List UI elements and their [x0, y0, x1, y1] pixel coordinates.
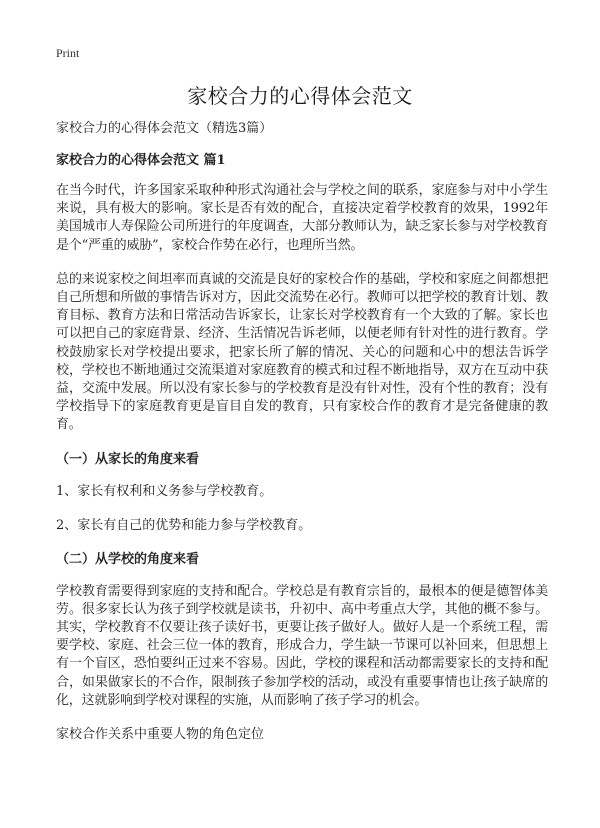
closing-line: 家校合作关系中重要人物的角色定位	[56, 727, 265, 743]
article-heading: 家校合力的心得体会范文 篇1	[56, 153, 226, 168]
paragraph-intro: 在当今时代，许多国家采取种种形式沟通社会与学校之间的联系，家庭参与对中小学生来说，具有极大的影响。家长是否有效的配合，直接决定着学校教育的效果，1992年美国城市人寿保险公司所进行的年度调查，大部分教师认为，缺乏家长参与对学校教育是个“严重的威胁”，家校合作势在必行，也理所当然。	[56, 183, 548, 253]
document-body	[56, 120, 548, 744]
document-title: 家校合力的心得体会范文	[187, 84, 413, 108]
section-heading-parents: （一）从家长的角度来看	[56, 451, 200, 467]
print-label: Print	[56, 46, 80, 60]
paragraph-school: 学校教育需要得到家庭的支持和配合。学校总是有教育宗旨的，最根本的便是德智体美劳。很多家长认为孩子到学校就是读书，升初中、高中考重点大学，其他的概不参与。其实，学校教育不仅要让孩子读好书，更要让孩子做好人。做好人是一个系统工程，需要学校、家庭、社会三位一体的教育，形成合力，学生缺一节课可以补回来，但思想上有一个盲区，恐怕要纠正过来不容易。因此，学校的课程和活动都需要家长的支持和配合，如果做家长的不合作，限制孩子参加学校的活动，或没有重要事情也让孩子缺席的化，这就影响到学校对课程的实施，从而影响了孩子学习的机会。	[56, 583, 548, 708]
document-subtitle: 家校合力的心得体会范文（精选3篇）	[56, 121, 273, 136]
paragraph-communication: 总的来说家校之间坦率而真诚的交流是良好的家校合作的基础，学校和家庭之间都想把自己所想和所做的事情告诉对方，因此交流势在必行。教师可以把学校的教育计划、教育目标、教育方法和日常活动告诉家长，让家长对学校教育有一个大致的了解。家长也可以把自己的家庭背景、经济、生活情况告诉老师，以便老师有针对性的进行教育。学校鼓励家长对学校提出要求，把家长所了解的情况、关心的问题和心中的想法告诉学校，学校也不断地通过交流渠道对家庭教育的模式和过程不断地指导，双方在互动中获益，交流中发展。所以没有家长参与的学校教育是没有针对性，没有个性的教育；没有学校指导下的家庭教育更是盲目自发的教育，只有家校合作的教育才是完备健康的教育。	[56, 271, 548, 433]
list-item: 2、家长有自己的优势和能力参与学校教育。	[56, 517, 312, 533]
list-item: 1、家长有权利和义务参与学校教育。	[56, 483, 273, 499]
section-heading-school: （二）从学校的角度来看	[56, 551, 200, 567]
